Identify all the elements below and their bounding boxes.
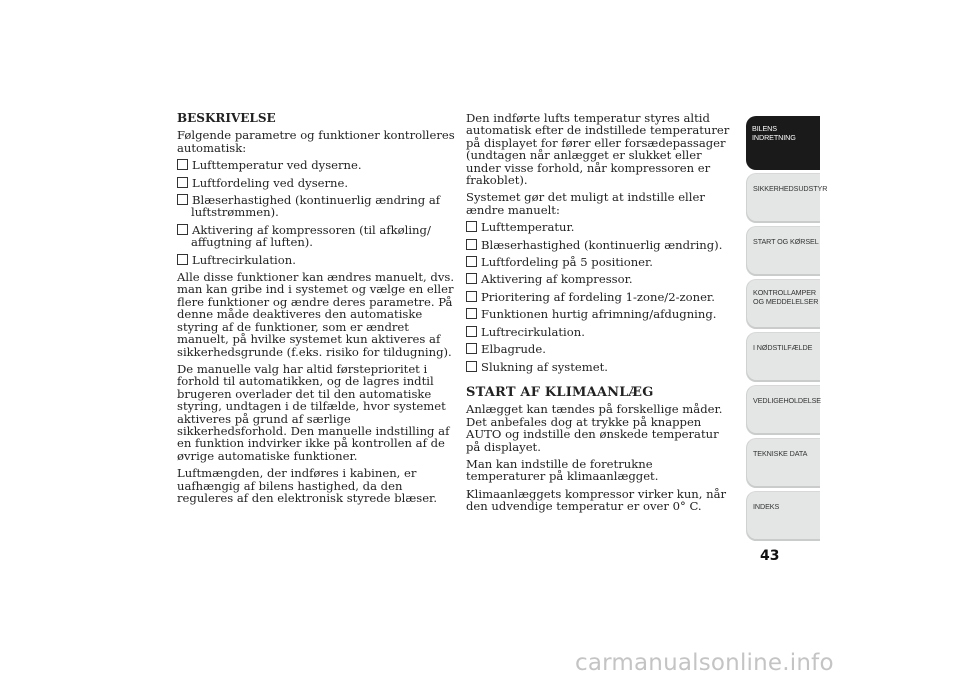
- checkbox-bullet-icon: [466, 239, 477, 250]
- checkbox-bullet-icon: [466, 291, 477, 302]
- list-item: Luftfordeling ved dyserne.: [177, 177, 460, 189]
- tab-sikkerhedsudstyr[interactable]: SIKKERHEDSUDSTYR: [746, 173, 820, 223]
- checkbox-bullet-icon: [466, 273, 477, 284]
- page-number: 43: [760, 548, 780, 564]
- list-item: Blæserhastighed (kontinuerlig ændring af luftstrømmen).: [177, 194, 460, 219]
- checkbox-bullet-icon: [177, 159, 188, 170]
- tab-indeks[interactable]: INDEKS: [746, 491, 820, 541]
- intro-paragraph: Følgende parametre og funktioner kontrolleres automatisk:: [177, 128, 455, 155]
- tab-kontrollamper[interactable]: KONTROLLAMPER OG MEDDELELSER: [746, 279, 820, 329]
- paragraph: Klimaanlæggets kompressor virker kun, når den udvendige temperatur er over 0° C.: [466, 486, 727, 514]
- checkbox-bullet-icon: [466, 256, 477, 267]
- list-item: Lufttemperatur.: [466, 221, 731, 233]
- paragraph: Den indførte lufts temperatur styres altid automatisk efter de indstillede temperaturer på displayet for fører eller forsædepassager (undtagen når anlægget er slukket eller under visse forhold, når kompressoren er frakoblet).: [466, 111, 730, 188]
- checkbox-bullet-icon: [177, 177, 188, 188]
- list-item: Aktivering af kompressor.: [466, 273, 731, 285]
- list-item: Luftrecirkulation.: [466, 326, 731, 338]
- checkbox-bullet-icon: [466, 221, 477, 232]
- list-item: Elbagrude.: [466, 343, 731, 355]
- section-heading: START AF KLIMAANLÆG: [466, 384, 654, 400]
- list-item: Prioritering af fordeling 1-zone/2-zoner.: [466, 291, 731, 303]
- watermark: carmanualsonline.info: [575, 650, 834, 676]
- left-column: [177, 112, 460, 509]
- list-item: Luftrecirkulation.: [177, 254, 460, 266]
- tab-start-og-korsel[interactable]: START OG KØRSEL: [746, 226, 820, 276]
- paragraph: Luftmængden, der indføres i kabinen, er uafhængig af bilens hastighed, da den reguleres af den elektronisk styrede blæser.: [177, 466, 438, 505]
- paragraph: Anlægget kan tændes på forskellige måder. Det anbefales dog at trykke på knappen AUTO og indstille den ønskede temperatur på displayet.: [466, 402, 723, 454]
- list-item: Lufttemperatur ved dyserne.: [177, 159, 460, 171]
- tab-vedligeholdelse[interactable]: VEDLIGEHOLDELSE: [746, 385, 820, 435]
- checkbox-bullet-icon: [177, 224, 188, 235]
- checkbox-bullet-icon: [466, 361, 477, 372]
- right-column: [466, 112, 731, 518]
- checkbox-bullet-icon: [466, 308, 477, 319]
- chapter-tabs: [746, 116, 828, 544]
- tab-tekniske-data[interactable]: TEKNISKE DATA: [746, 438, 820, 488]
- section-heading: BESKRIVELSE: [177, 111, 276, 125]
- checkbox-bullet-icon: [466, 343, 477, 354]
- paragraph: Man kan indstille de foretrukne temperaturer på klimaanlægget.: [466, 456, 659, 484]
- checkbox-bullet-icon: [466, 326, 477, 337]
- paragraph: De manuelle valg har altid førsteprioritet i forhold til automatikken, og de lagres indtil brugeren overlader det til den automatiske styring, undtagen i de tilfælde, hvor systemet aktiveres på grund af særlige sikkerhedsforhold. Den manuelle indstilling af en funktion indvirker ikke på kontrollen af de øvrige automatiske funktioner.: [177, 361, 450, 463]
- list-item: Aktivering af kompressoren (til afkøling/ affugtning af luften).: [177, 224, 460, 249]
- paragraph: Alle disse funktioner kan ændres manuelt, dvs. man kan gribe ind i systemet og vælge en eller flere funktioner og ændre deres parametre. På denne måde deaktiveres den automatiske styring af de funktioner, som er ændret manuelt, på hvilke systemet kun aktiveres af sikkerhedsgrunde (f.eks. risiko for tildugning).: [177, 270, 455, 359]
- tab-bilens-indretning[interactable]: BILENS INDRETNING: [746, 116, 820, 170]
- list-item: Luftfordeling på 5 positioner.: [466, 256, 731, 268]
- list-item: Blæserhastighed (kontinuerlig ændring).: [466, 239, 731, 251]
- checkbox-bullet-icon: [177, 194, 188, 205]
- paragraph: Systemet gør det muligt at indstille eller ændre manuelt:: [466, 190, 705, 217]
- checkbox-bullet-icon: [177, 254, 188, 265]
- tab-i-nodstilfaelde[interactable]: I NØDSTILFÆLDE: [746, 332, 820, 382]
- list-item: Funktionen hurtig afrimning/afdugning.: [466, 308, 731, 320]
- list-item: Slukning af systemet.: [466, 361, 731, 373]
